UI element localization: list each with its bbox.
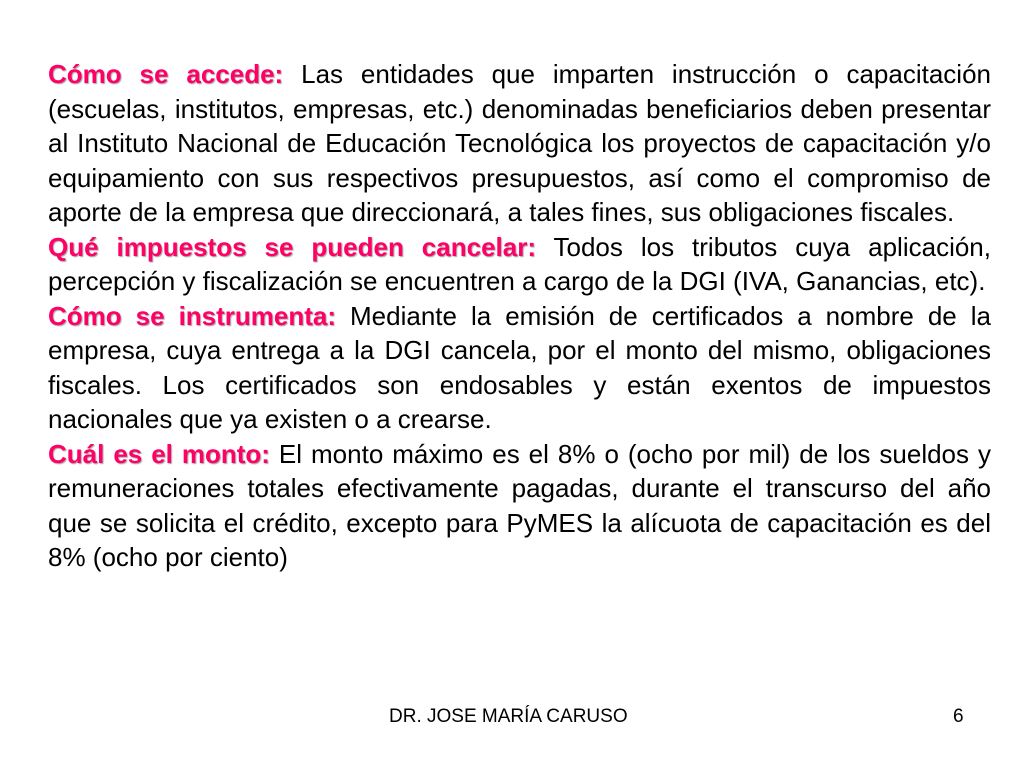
- page-number: 6: [953, 706, 964, 727]
- paragraph-heading: Cómo se accede:: [48, 59, 284, 89]
- slide-body: [48, 57, 991, 575]
- paragraph-heading: Cómo se instrumenta:: [48, 300, 337, 331]
- paragraph-heading: Cuál es el monto:: [48, 438, 270, 469]
- footer-author: DR. JOSE MARÍA CARUSO: [389, 706, 628, 727]
- paragraph-text: Mediante la emisión de certificados a nombre de la empresa, cuya entrega a la DGI cancela, por el monto del mismo, obligaciones fiscales. Los certificados son endosables y están exentos de impuestos nacionales que ya existen o a crearse.: [48, 300, 991, 434]
- paragraph-heading: Qué impuestos se pueden cancelar:: [48, 231, 536, 262]
- paragraph-que-impuestos: [48, 230, 991, 299]
- paragraph-text: Las entidades que imparten instrucción o capacitación (escuelas, institutos, empresas, etc.) denominadas beneficiarios deben presentar al Instituto Nacional de Educación Tecnológica los proyectos de capacitación y/o equipamiento con sus respectivos presupuestos, así como el compromiso de aporte de la empresa que direccionará, a tales fines, sus obligaciones fiscales.: [48, 59, 991, 227]
- paragraph-como-se-accede: [48, 57, 991, 230]
- paragraph-text: El monto máximo es el 8% o (ocho por mil) de los sueldos y remuneraciones totales efectivamente pagadas, durante el transcurso del año que se solicita el crédito, excepto para PyMES la alícuota de capacitación es del 8% (ocho por ciento): [48, 438, 991, 572]
- paragraph-cual-es-el-monto: [48, 437, 991, 575]
- paragraph-text: Todos los tributos cuya aplicación, percepción y fiscalización se encuentren a cargo de la DGI (IVA, Ganancias, etc).: [48, 231, 991, 296]
- paragraph-como-se-instrumenta: [48, 299, 991, 437]
